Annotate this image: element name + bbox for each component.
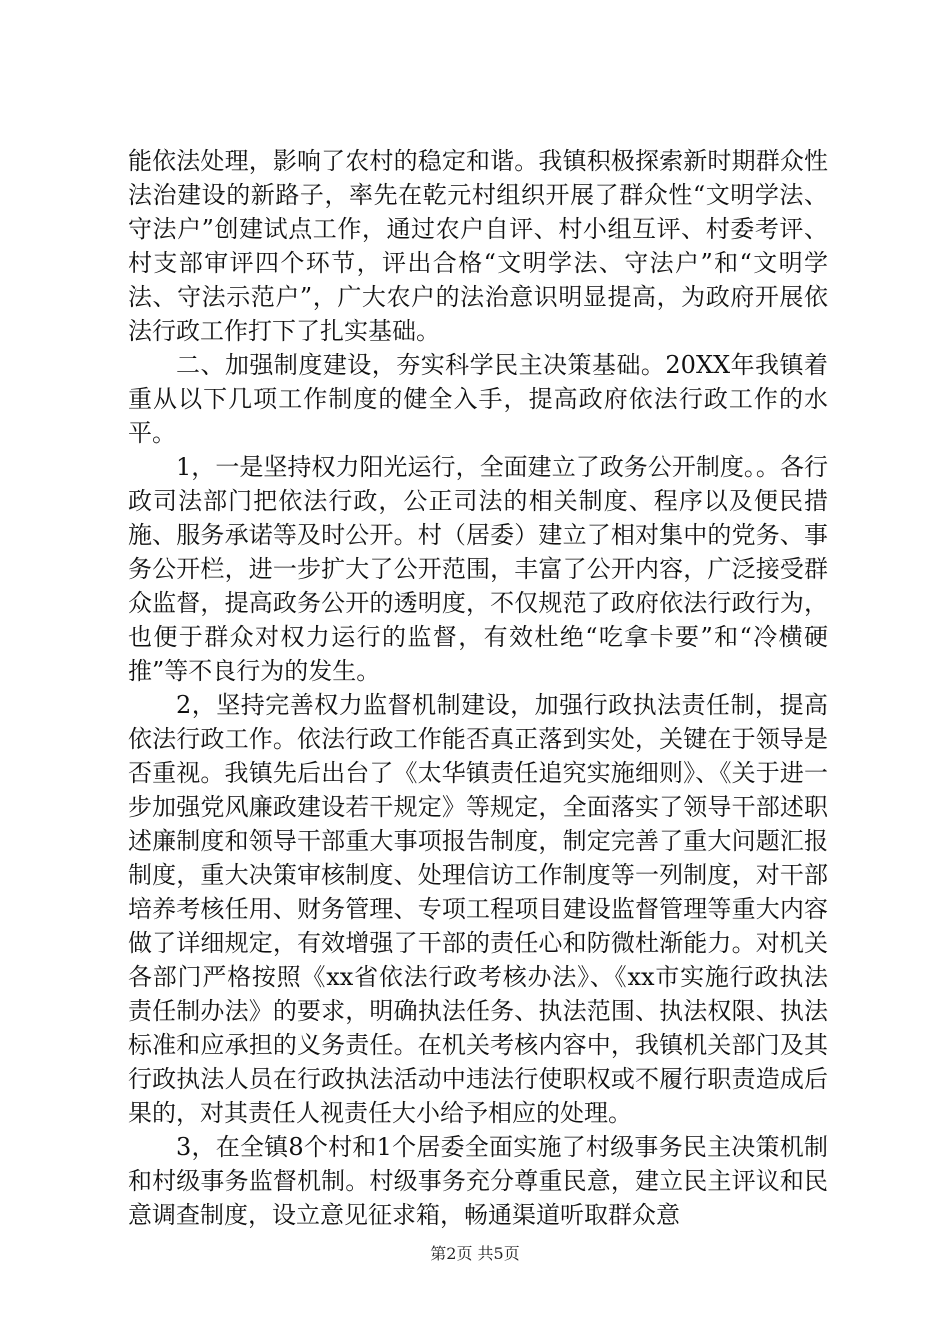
paragraph-section-two: 二、加强制度建设，夯实科学民主决策基础。20XX年我镇着重从以下几项工作制度的健全入手，提高政府依法行政工作的水平。 [128, 351, 828, 447]
paragraph-item-two: 2，坚持完善权力监督机制建设，加强行政执法责任制，提高依法行政工作。依法行政工作能否真正落到实处，关键在于领导是否重视。我镇先后出台了《太华镇责任追究实施细则》、《关于进一步加强党风廉政建设若干规定》等规定，全面落实了领导干部述职述廉制度和领导干部重大事项报告制度，制定完善了重大问题汇报制度，重大决策审核制度、处理信访工作制度等一列制度，对干部培养考核任用、财务管理、专项工程项目建设监督管理等重大内容做了详细规定，有效增强了干部的责任心和防微杜渐能力。对机关各部门严格按照《xx省依法行政考核办法》、《xx市实施行政执法责任制办法》的要求，明确执法任务、执法范围、执法权限、执法标准和应承担的义务责任。在机关考核内容中，我镇机关部门及其行政执法人员在行政执法活动中违法行使职权或不履行职责造成后果的，对其责任人视责任大小给予相应的处理。 [128, 691, 828, 1127]
page-number-footer: 第2页 共5页 [430, 1244, 520, 1263]
paragraph-item-one: 1，一是坚持权力阳光运行，全面建立了政务公开制度。。各行政司法部门把依法行政，公正司法的相关制度、程序以及便民措施、服务承诺等及时公开。村（居委）建立了相对集中的党务、事务公开栏，进一步扩大了公开范围，丰富了公开内容，广泛接受群众监督，提高政务公开的透明度，不仅规范了政府依法行政行为，也便于群众对权力运行的监督，有效杜绝“吃拿卡要”和“冷横硬推”等不良行为的发生。 [128, 453, 828, 685]
paragraph-item-three: 3，在全镇8个村和1个居委全面实施了村级事务民主决策机制和村级事务监督机制。村级事务充分尊重民意，建立民主评议和民意调查制度，设立意见征求箱，畅通渠道听取群众意 [128, 1133, 828, 1229]
document-body [128, 144, 828, 1232]
paragraph-continuation: 能依法处理，影响了农村的稳定和谐。我镇积极探索新时期群众性法治建设的新路子，率先在乾元村组织开展了群众性“文明学法、守法户”创建试点工作，通过农户自评、村小组互评、村委考评、村支部审评四个环节，评出合格“文明学法、守法户”和“文明学法、守法示范户”，广大农户的法治意识明显提高，为政府开展依法行政工作打下了扎实基础。 [128, 147, 828, 345]
